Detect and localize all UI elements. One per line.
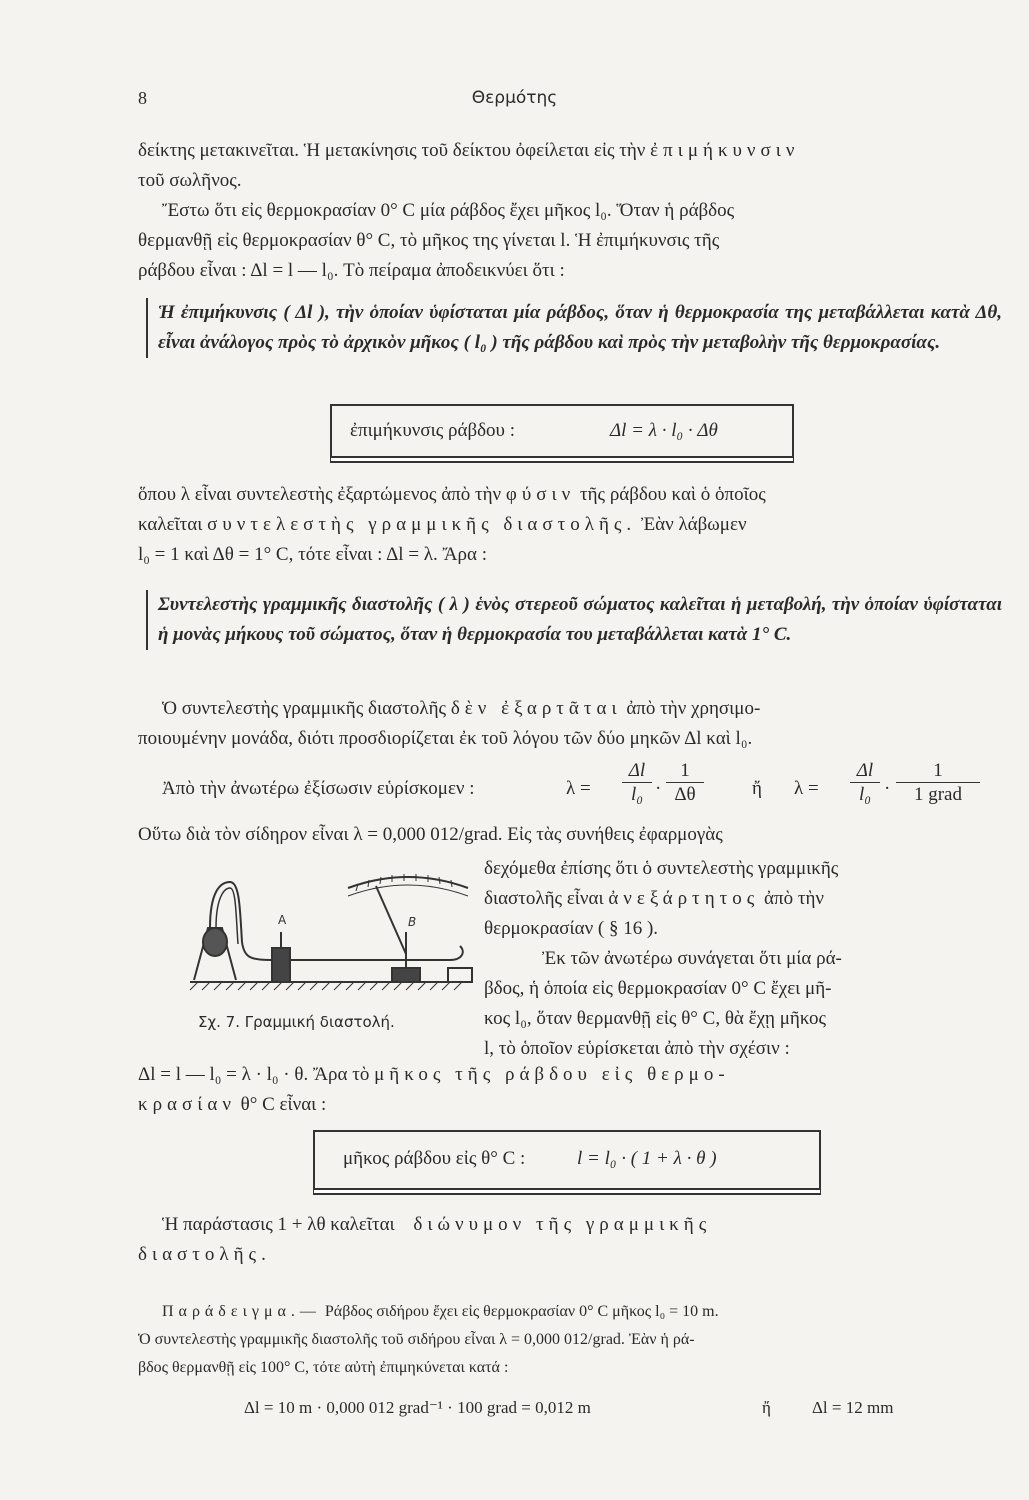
paragraph-6-line-1: Ἐκ τῶν ἀνωτέρω συνάγεται ὅτι μία ρά- bbox=[542, 948, 842, 969]
example-title: Παράδειγμα.— bbox=[162, 1303, 321, 1320]
equation-lambda-2: λ = bbox=[794, 778, 819, 799]
formula-box-label: ἐπιμήκυνσις ράβδου : bbox=[350, 420, 515, 441]
example-or: ἤ bbox=[762, 1398, 771, 1417]
p1-text: δείκτης μετακινεῖται. Ἡ μετακίνησις τοῦ δείκτου ὀφείλεται εἰς τὴν bbox=[138, 140, 646, 161]
example-line-1 bbox=[138, 1298, 990, 1326]
p7-spaced-term: διώνυμον τῆς γραμμικῆς bbox=[413, 1214, 712, 1235]
p3-spaced-term-b: συντελεστὴς γραμμικῆς διαστολῆς. bbox=[207, 514, 637, 535]
fraction-numerator: 1 bbox=[666, 760, 704, 783]
equation-intro: Ἀπὸ τὴν ἀνωτέρω ἐξίσωσιν εὑρίσκομεν : bbox=[162, 778, 475, 799]
formula-box-elongation bbox=[330, 404, 794, 458]
p3-text-c: τῆς ράβδου καὶ ὁ ὁποῖος bbox=[579, 484, 766, 505]
paragraph-2-line-2: θερμανθῇ εἰς θερμοκρασίαν θ° C, τὸ μῆκος της γίνεται l. Ἡ ἐπιμήκυνσις τῆς bbox=[138, 230, 720, 251]
fraction-1-dtheta bbox=[666, 760, 704, 807]
paragraph-7-line-1 bbox=[138, 1214, 990, 1236]
paragraph-6-line-3: κος l₀, ὅταν θερμανθῇ εἰς θ° C, θὰ ἔχῃ μῆκος bbox=[484, 1008, 827, 1029]
fraction-denominator: l₀ bbox=[859, 784, 871, 805]
p3-spaced-term-a: φύσιν bbox=[505, 484, 576, 505]
formula-elongation: Δl = λ · l₀ · Δθ bbox=[610, 420, 718, 441]
scale-arc bbox=[348, 877, 468, 888]
p5-text-a: διαστολῆς εἶναι bbox=[484, 888, 604, 909]
p4-spaced-term: δὲν ἐξαρτᾶται bbox=[450, 698, 622, 719]
paragraph-6-line-5 bbox=[138, 1064, 990, 1086]
figure-caption: Σχ. 7. Γραμμική διαστολή. bbox=[198, 1013, 395, 1031]
example-text-1: Ράβδος σιδήρου ἔχει εἰς θερμοκρασίαν 0° C μῆκος l₀ = 10 m. bbox=[324, 1303, 719, 1320]
formula-box-label: μῆκος ράβδου εἰς θ° C : bbox=[343, 1148, 526, 1169]
scale-ticks bbox=[356, 874, 452, 891]
figure-label-b: B bbox=[408, 915, 417, 929]
paragraph-4-line-1 bbox=[138, 698, 990, 720]
paragraph-7-line-2 bbox=[138, 1244, 990, 1266]
p6-spaced-term: μῆκος τῆς ράβδου εἰς θερμο- bbox=[374, 1064, 730, 1085]
fraction-1-grad bbox=[896, 760, 980, 807]
p3-text-a: ὅπου λ εἶναι συντελεστὴς ἐξαρτώμενος ἀπὸ τὴν bbox=[138, 484, 502, 505]
paragraph-1-line-1 bbox=[138, 140, 990, 162]
running-header: Θερμότης bbox=[471, 88, 558, 108]
paragraph-5-line-3 bbox=[484, 884, 990, 914]
fraction-numerator: Δl bbox=[850, 760, 880, 783]
clamp-a bbox=[272, 948, 290, 982]
p6-text-a: Δl = l — l₀ = λ · l₀ · θ. Ἄρα τὸ bbox=[138, 1064, 370, 1085]
fraction-denominator: l₀ bbox=[631, 784, 643, 805]
fraction-denominator: Δθ bbox=[674, 784, 696, 805]
equation-dot: · bbox=[655, 778, 662, 799]
p5-text-c: ἀπὸ τὴν bbox=[764, 888, 825, 909]
p1-spaced-term: ἐπιμήκυνσιν bbox=[650, 140, 800, 161]
figure-linear-expansion bbox=[180, 862, 480, 1012]
support-b bbox=[392, 968, 420, 982]
law-statement-2: Συντελεστὴς γραμμικῆς διαστολῆς ( λ ) ἑνὸς στερεοῦ σώματος καλεῖται ἡ μεταβολή, τὴν ὁποίαν ὑφίσταται ἡ μονὰς μήκους τοῦ σώματος, ὅταν ἡ θερμοκρασία του μεταβάλλεται κατὰ 1° C. bbox=[146, 590, 1002, 650]
formula-length: l = l₀ · ( 1 + λ · θ ) bbox=[577, 1148, 717, 1169]
paragraph-2-line-1: Ἔστω ὅτι εἰς θερμοκρασίαν 0° C μία ράβδος ἔχει μῆκος l₀. Ὅταν ἡ ράβδος bbox=[162, 200, 735, 221]
p4-text-a: Ὁ συντελεστὴς γραμμικῆς διαστολῆς bbox=[162, 698, 447, 719]
example-result-2: Δl = 12 mm bbox=[812, 1398, 894, 1417]
paragraph-4-line-2: ποιουμένην μονάδα, διότι προσδιορίζεται ἐκ τοῦ λόγου τῶν δύο μηκῶν Δl καὶ l₀. bbox=[138, 728, 753, 749]
p7-spaced-end: διαστολῆς. bbox=[138, 1244, 271, 1265]
fraction-numerator: Δl bbox=[622, 760, 652, 783]
paragraph-1-line-2 bbox=[138, 170, 990, 192]
p5-spaced-term: ἀνεξάρτητος bbox=[608, 888, 760, 909]
paragraph-6-line-2: βδος, ἡ ὁποία εἰς θερμοκρασίαν 0° C ἔχει μῆ- bbox=[484, 978, 832, 999]
paragraph-6-line-4: l, τὸ ὁποῖον εὑρίσκεται ἀπὸ τὴν σχέσιν : bbox=[484, 1038, 790, 1059]
pointer-needle bbox=[376, 886, 406, 954]
paragraph-5-line-1: Οὕτω διὰ τὸν σίδηρον εἶναι λ = 0,000 012/grad. Εἰς τὰς συνήθεις ἐφαρμογὰς bbox=[138, 824, 723, 845]
p1-text-end: τοῦ σωλῆνος. bbox=[138, 170, 242, 191]
collecting-cup bbox=[448, 968, 472, 982]
p4-text-c: ἀπὸ τὴν χρησιμο- bbox=[626, 698, 761, 719]
equation-lambda-1: λ = bbox=[566, 778, 591, 799]
boiler-flask bbox=[203, 928, 227, 956]
equation-or: ἤ bbox=[752, 778, 762, 799]
paragraph-3-line-1 bbox=[138, 484, 990, 506]
fraction-dl-l0-2 bbox=[850, 760, 880, 807]
fraction-numerator: 1 bbox=[896, 760, 980, 783]
outlet-tube bbox=[450, 946, 463, 960]
paragraph-2-line-3: ράβδου εἶναι : Δl = l — l₀. Τὸ πείραμα ἀποδεικνύει ὅτι : bbox=[138, 260, 565, 281]
figure-label-a: A bbox=[278, 913, 287, 927]
p3-text-e: Ἐὰν λάβωμεν bbox=[640, 514, 747, 535]
ground-hatching bbox=[190, 982, 462, 990]
p6-spaced-end: κρασίαν bbox=[138, 1094, 236, 1115]
law-statement-1: Ἡ ἐπιμήκυνσις ( Δl ), τὴν ὁποίαν ὑφίσταται μία ράβδος, ὅταν ἡ θερμοκρασία της μεταβάλλεται κατὰ Δθ, εἶναι ἀνάλογος πρὸς τὸ ἀρχικὸν μῆκος ( l₀ ) τῆς ράβδου καὶ πρὸς τὴν μεταβολὴν τῆς θερμοκρασίας. bbox=[146, 298, 1002, 358]
p6-text-end: θ° C εἶναι : bbox=[240, 1094, 327, 1115]
p7-text: Ἡ παράστασις 1 + λθ καλεῖται bbox=[162, 1214, 395, 1235]
page-number: 8 bbox=[138, 88, 147, 108]
paragraph-5-line-2: δεχόμεθα ἐπίσης ὅτι ὁ συντελεστὴς γραμμικῆς bbox=[484, 858, 839, 879]
fraction-denominator: 1 grad bbox=[913, 784, 962, 805]
formula-box-length bbox=[313, 1130, 821, 1190]
paragraph-5-line-4: θερμοκρασίαν ( § 16 ). bbox=[484, 918, 659, 939]
p3-text-d: καλεῖται bbox=[138, 514, 203, 535]
example-result-1: Δl = 10 m · 0,000 012 grad⁻¹ · 100 grad = 0,012 m bbox=[244, 1398, 591, 1417]
paragraph-3-line-2 bbox=[138, 514, 990, 536]
fraction-dl-l0 bbox=[622, 760, 652, 807]
paragraph-3-line-3: l₀ = 1 καὶ Δθ = 1° C, τότε εἶναι : Δl = λ. Ἄρα : bbox=[138, 544, 487, 565]
equation-dot-2: · bbox=[884, 778, 891, 799]
example-line-2: Ὁ συντελεστὴς γραμμικῆς διαστολῆς τοῦ σιδήρου εἶναι λ = 0,000 012/grad. Ἐὰν ἡ ρά- bbox=[138, 1331, 695, 1348]
example-line-3: βδος θερμανθῇ εἰς 100° C, τότε αὐτὴ ἐπιμηκύνεται κατά : bbox=[138, 1359, 509, 1376]
paragraph-6-line-6 bbox=[138, 1094, 990, 1116]
